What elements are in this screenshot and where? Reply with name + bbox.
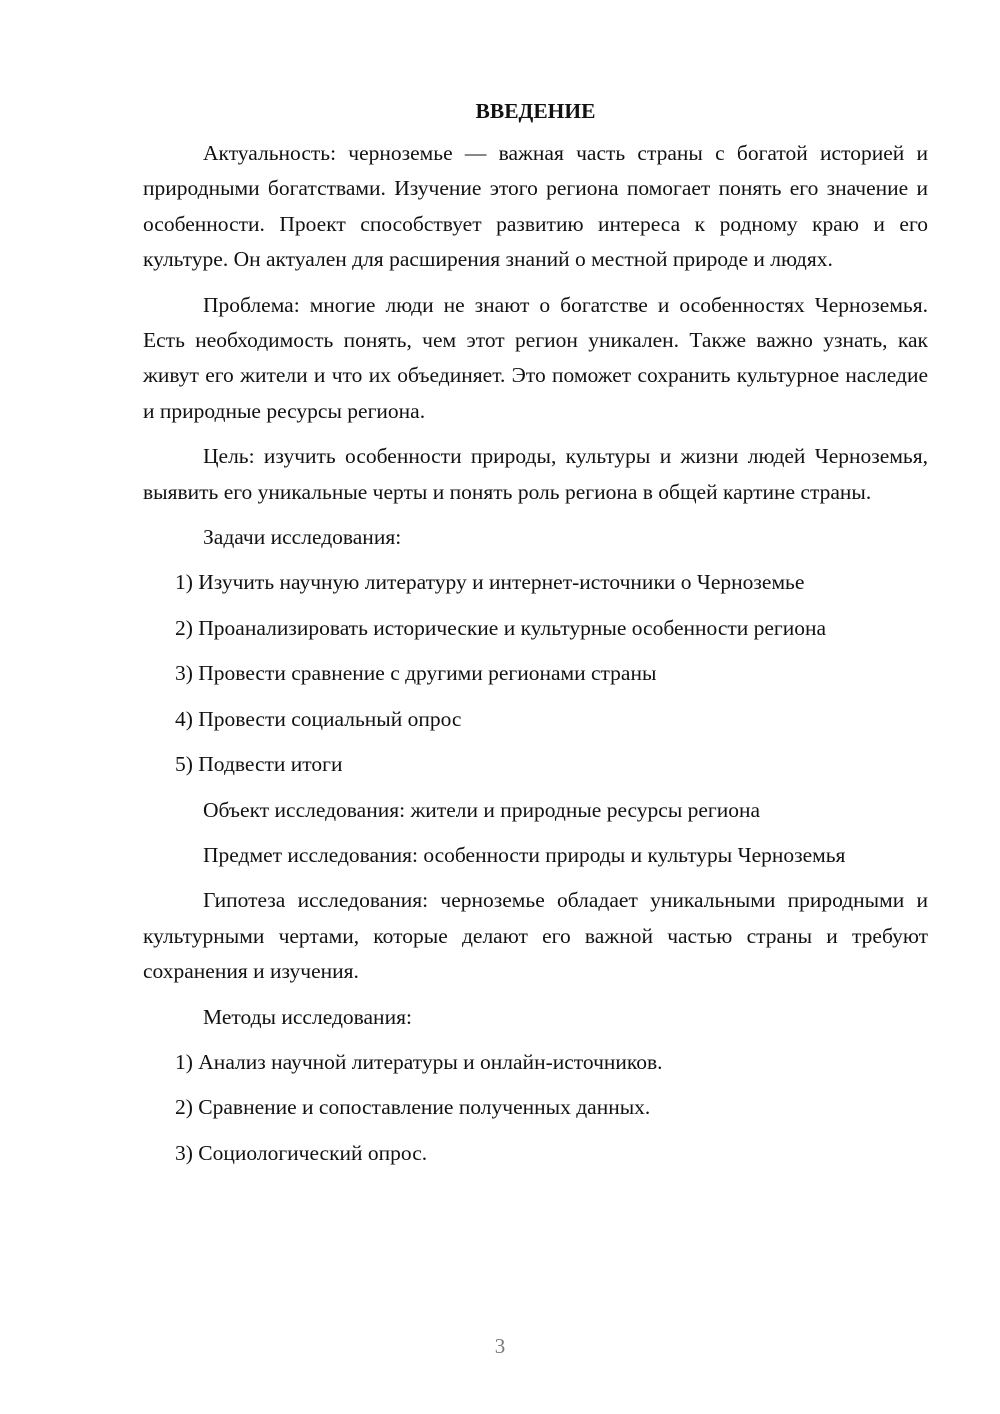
methods-heading: Методы исследования: [203, 1004, 412, 1029]
tasks-heading: Задачи исследования: [203, 525, 402, 550]
methods-list [143, 1045, 928, 1171]
subject-paragraph: Предмет исследования: особенности природы и культуры Черноземья [203, 842, 846, 867]
relevance-paragraph: Актуальность: черноземье — важная часть страны с богатой историей и природными богатствами. Изучение этого региона помогает понять его значение и особенности. Проект способствует развитию интереса к родному краю и его культуре. Он актуален для расширения знаний о местной природе и людях. [143, 141, 928, 272]
object-paragraph: Объект исследования: жители и природные ресурсы региона [203, 797, 761, 822]
problem-paragraph: Проблема: многие люди не знают о богатстве и особенностях Черноземья. Есть необходимость понять, чем этот регион уникален. Также важно узнать, как живут его жители и что их объединяет. Это поможет сохранить культурное наследие и природные ресурсы региона. [143, 292, 928, 423]
list-item: 3) Социологический опрос. [175, 1140, 428, 1165]
tasks-list [143, 565, 928, 782]
goal-paragraph: Цель: изучить особенности природы, культуры и жизни людей Черноземья, выявить его уникальные черты и понять роль региона в общей картине страны. [143, 444, 928, 504]
list-item: 3) Провести сравнение с другими регионами страны [175, 661, 657, 686]
list-item: 2) Сравнение и сопоставление полученных данных. [175, 1095, 651, 1120]
page-title: ВВЕДЕНИЕ [475, 99, 596, 123]
list-item: 2) Проанализировать исторические и культурные особенности региона [175, 615, 827, 640]
document-body [143, 96, 928, 1181]
list-item: 1) Анализ научной литературы и онлайн-источников. [175, 1049, 663, 1074]
list-item: 1) Изучить научную литературу и интернет-источники о Черноземье [175, 570, 805, 595]
list-item: 5) Подвести итоги [175, 752, 343, 777]
page-number: 3 [494, 1334, 506, 1358]
list-item: 4) Провести социальный опрос [175, 706, 462, 731]
hypothesis-paragraph: Гипотеза исследования: черноземье обладает уникальными природными и культурными чертами, которые делают его важной частью страны и требуют сохранения и изучения. [143, 888, 928, 984]
